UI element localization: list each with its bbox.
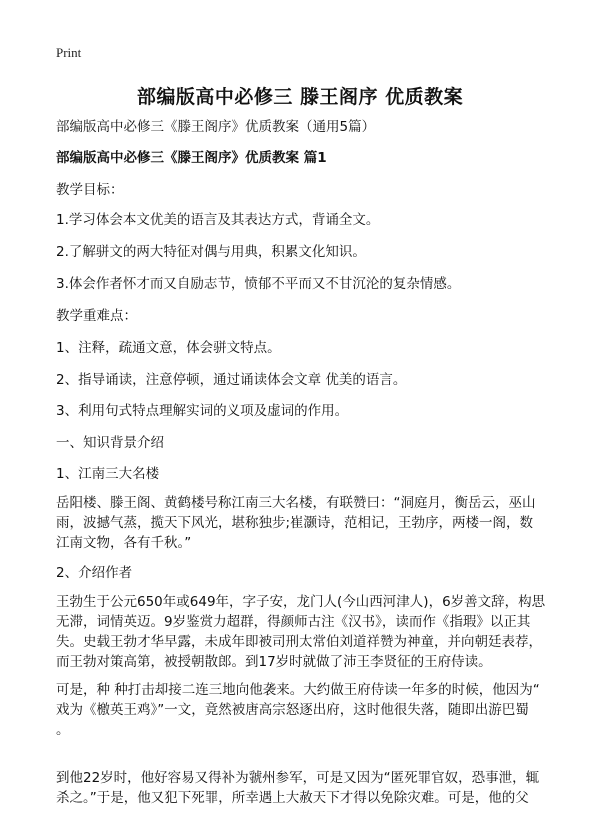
author-paragraph xyxy=(56,592,548,672)
paragraph-line: 失。史载王勃才华早露，未成年即被司刑太常伯刘道祥赞为神童，并向朝廷表荐， xyxy=(56,634,542,650)
paragraph-line: 。 xyxy=(56,722,70,738)
paragraph-line: 江南文物，各有千秋。” xyxy=(56,535,192,551)
paragraph-line: 杀之。”于是，他又犯下死罪，所幸遇上大赦天下才得以免除灾难。可是，他的父 xyxy=(56,790,529,806)
paragraph-line: 戏为《檄英王鸡》”一文，竟然被唐高宗怒逐出府，这时他很失落，随即出游巴蜀 xyxy=(56,702,529,718)
paragraph-4 xyxy=(56,768,548,808)
background-heading: 一、知识背景介绍 xyxy=(56,435,164,451)
paragraph-line: 王勃生于公元650年或649年，字子安，龙门人(今山西河津人)，6岁善文辞，构思 xyxy=(56,594,546,610)
towers-heading: 1、江南三大名楼 xyxy=(56,466,160,482)
paragraph-line: 雨，波撼气蒸，揽天下风光，堪称独步;崔灏诗，范相记，王勃序，两楼一阁，数 xyxy=(56,515,534,531)
objective-item: 2.了解骈文的两大特征对偶与用典，积累文化知识。 xyxy=(56,244,366,260)
subtitle: 部编版高中必修三《滕王阁序》优质教案（通用5篇） xyxy=(56,119,376,135)
paragraph-line: 而王勃对策高第，被授朝散郎。到17岁时就做了沛王李贤征的王府侍读。 xyxy=(56,654,492,670)
paragraph-line: 岳阳楼、滕王阁、黄鹤楼号称江南三大名楼，有联赞曰：“洞庭月，衡岳云，巫山 xyxy=(56,495,536,511)
print-label[interactable]: Print xyxy=(56,45,82,60)
page-title: 部编版高中必修三 滕王阁序 优质教案 xyxy=(136,86,464,108)
key-points-label: 教学重难点： xyxy=(56,308,137,324)
paragraph-3 xyxy=(56,680,548,740)
objective-item: 1.学习体会本文优美的语言及其表达方式，背诵全文。 xyxy=(56,212,380,228)
objective-item: 3.体会作者怀才而又自励志节，愤郁不平而又不甘沉沦的复杂情感。 xyxy=(56,276,461,292)
paragraph-line: 无滞，词情英迈。9岁鉴赏力超群，得颜师古注《汉书》，读而作《指瑕》以正其 xyxy=(56,614,531,630)
key-point-item: 2、指导诵读，注意停顿，通过诵读体会文章 优美的语言。 xyxy=(56,372,407,388)
section-heading: 部编版高中必修三《滕王阁序》优质教案 篇1 xyxy=(56,150,327,166)
key-point-item: 1、注释，疏通文意，体会骈文特点。 xyxy=(56,340,281,356)
author-heading: 2、介绍作者 xyxy=(56,565,133,581)
towers-paragraph xyxy=(56,493,548,553)
paragraph-line: 到他22岁时，他好容易又得补为虢州参军，可是又因为“匿死罪官奴，恐事泄，辄 xyxy=(56,770,540,786)
key-point-item: 3、利用句式特点理解实词的义项及虚词的作用。 xyxy=(56,403,349,419)
objectives-label: 教学目标： xyxy=(56,182,124,198)
paragraph-line: 可是，种 种打击却接二连三地向他袭来。大约做王府侍读一年多的时候，他因为“ xyxy=(56,682,540,698)
